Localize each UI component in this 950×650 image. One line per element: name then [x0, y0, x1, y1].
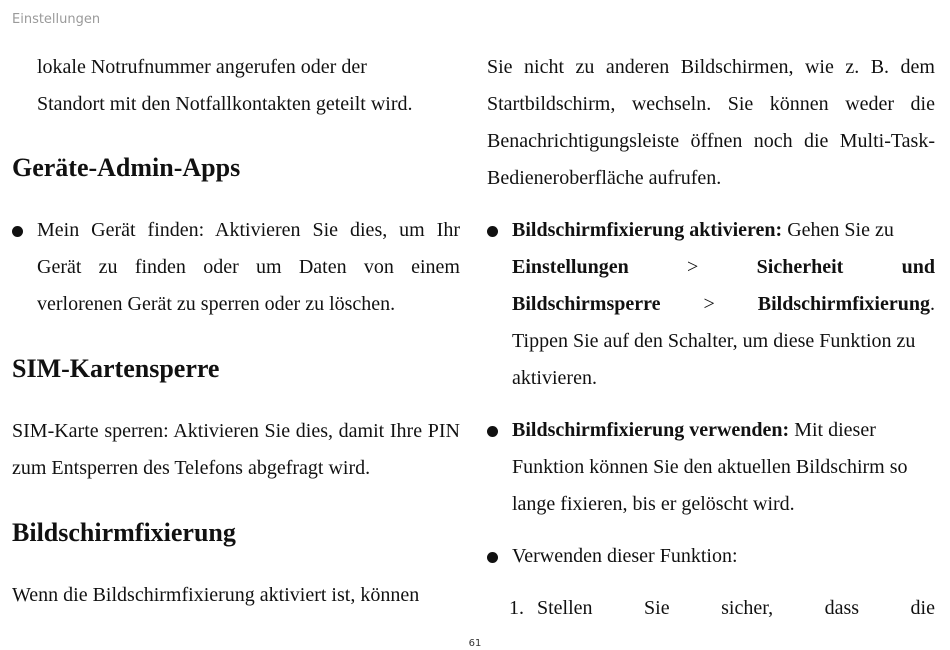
menu-screen-pinning: Bildschirmfixierung	[757, 293, 930, 315]
menu-screen-lock: Bildschirmsperre	[512, 293, 661, 315]
menu-settings: Einstellungen	[512, 256, 629, 278]
bullet-icon	[12, 226, 23, 237]
step-word: sicher,	[721, 597, 774, 619]
bullet-icon	[487, 426, 498, 437]
heading-screen-pinning: Bildschirmfixierung	[12, 518, 236, 547]
bullet-activate-pinning	[487, 212, 935, 397]
activate-line-3	[512, 286, 935, 323]
step-word: dass	[824, 597, 860, 619]
left-column	[12, 49, 460, 614]
bullet-how-to-use	[487, 538, 935, 575]
use-pinning-label: Bildschirmfixierung verwenden:	[512, 419, 790, 441]
period: .	[930, 293, 935, 315]
intro-paragraph	[12, 49, 460, 123]
activate-rest: Tippen Sie auf den Schalter, um diese Funktion zu aktivieren.	[512, 330, 916, 389]
bullet-icon	[487, 226, 498, 237]
menu-separator: >	[687, 256, 699, 278]
screen-pinning-text: Wenn die Bildschirmfixierung aktiviert ist, können	[12, 584, 420, 606]
sim-lock-text: SIM-Karte sperren: Aktivieren Sie dies, damit Ihre PIN zum Entsperren des Telefons abgefragt wird.	[12, 420, 460, 479]
step-word: Sie	[644, 597, 670, 619]
step-1-text	[537, 590, 935, 627]
bullet-use-pinning	[487, 412, 935, 523]
menu-security: Sicherheit	[756, 256, 844, 278]
activate-line-2	[512, 249, 935, 286]
bullet-find-device	[12, 212, 460, 323]
use-pinning-desc: Mit dieser Funktion können Sie den aktuellen Bildschirm so lange fixieren, bis er gelöscht wird.	[512, 419, 908, 515]
heading-sim-lock: SIM-Kartensperre	[12, 354, 220, 383]
intro-line-1: lokale Notrufnummer angerufen oder der	[37, 56, 367, 78]
menu-screen-pinning-wrap	[758, 286, 935, 323]
activate-text: Gehen Sie zu	[787, 219, 894, 241]
right-column	[487, 49, 935, 627]
menu-and: und	[901, 256, 935, 278]
activate-label: Bildschirmfixierung aktivieren:	[512, 219, 783, 241]
page-header: Einstellungen	[12, 12, 101, 27]
numbered-step-1	[487, 590, 935, 627]
use-pinning-text	[512, 412, 935, 523]
right-intro-text: Sie nicht zu anderen Bildschirmen, wie z. B. dem Startbildschirm, wechseln. Sie können weder die Benachrichtigungsleiste öffnen noch die Multi-Task-Bedieneroberfläche aufrufen.	[487, 56, 935, 189]
how-to-use-text: Verwenden dieser Funktion:	[512, 545, 738, 567]
page-number: 61	[468, 638, 482, 649]
step-word: Stellen	[537, 597, 593, 619]
find-device-text: Mein Gerät finden: Aktivieren Sie dies, um Ihr Gerät zu finden oder um Daten von einem verlorenen Gerät zu sperren oder zu löschen.	[37, 219, 460, 315]
menu-separator: >	[703, 293, 715, 315]
bullet-icon	[487, 552, 498, 563]
step-word: die	[910, 597, 935, 619]
activate-line-1	[512, 212, 935, 249]
intro-line-2: Standort mit den Notfallkontakten geteilt wird.	[37, 93, 413, 115]
step-number: 1.	[509, 597, 524, 619]
heading-device-admin: Geräte-Admin-Apps	[12, 153, 241, 182]
